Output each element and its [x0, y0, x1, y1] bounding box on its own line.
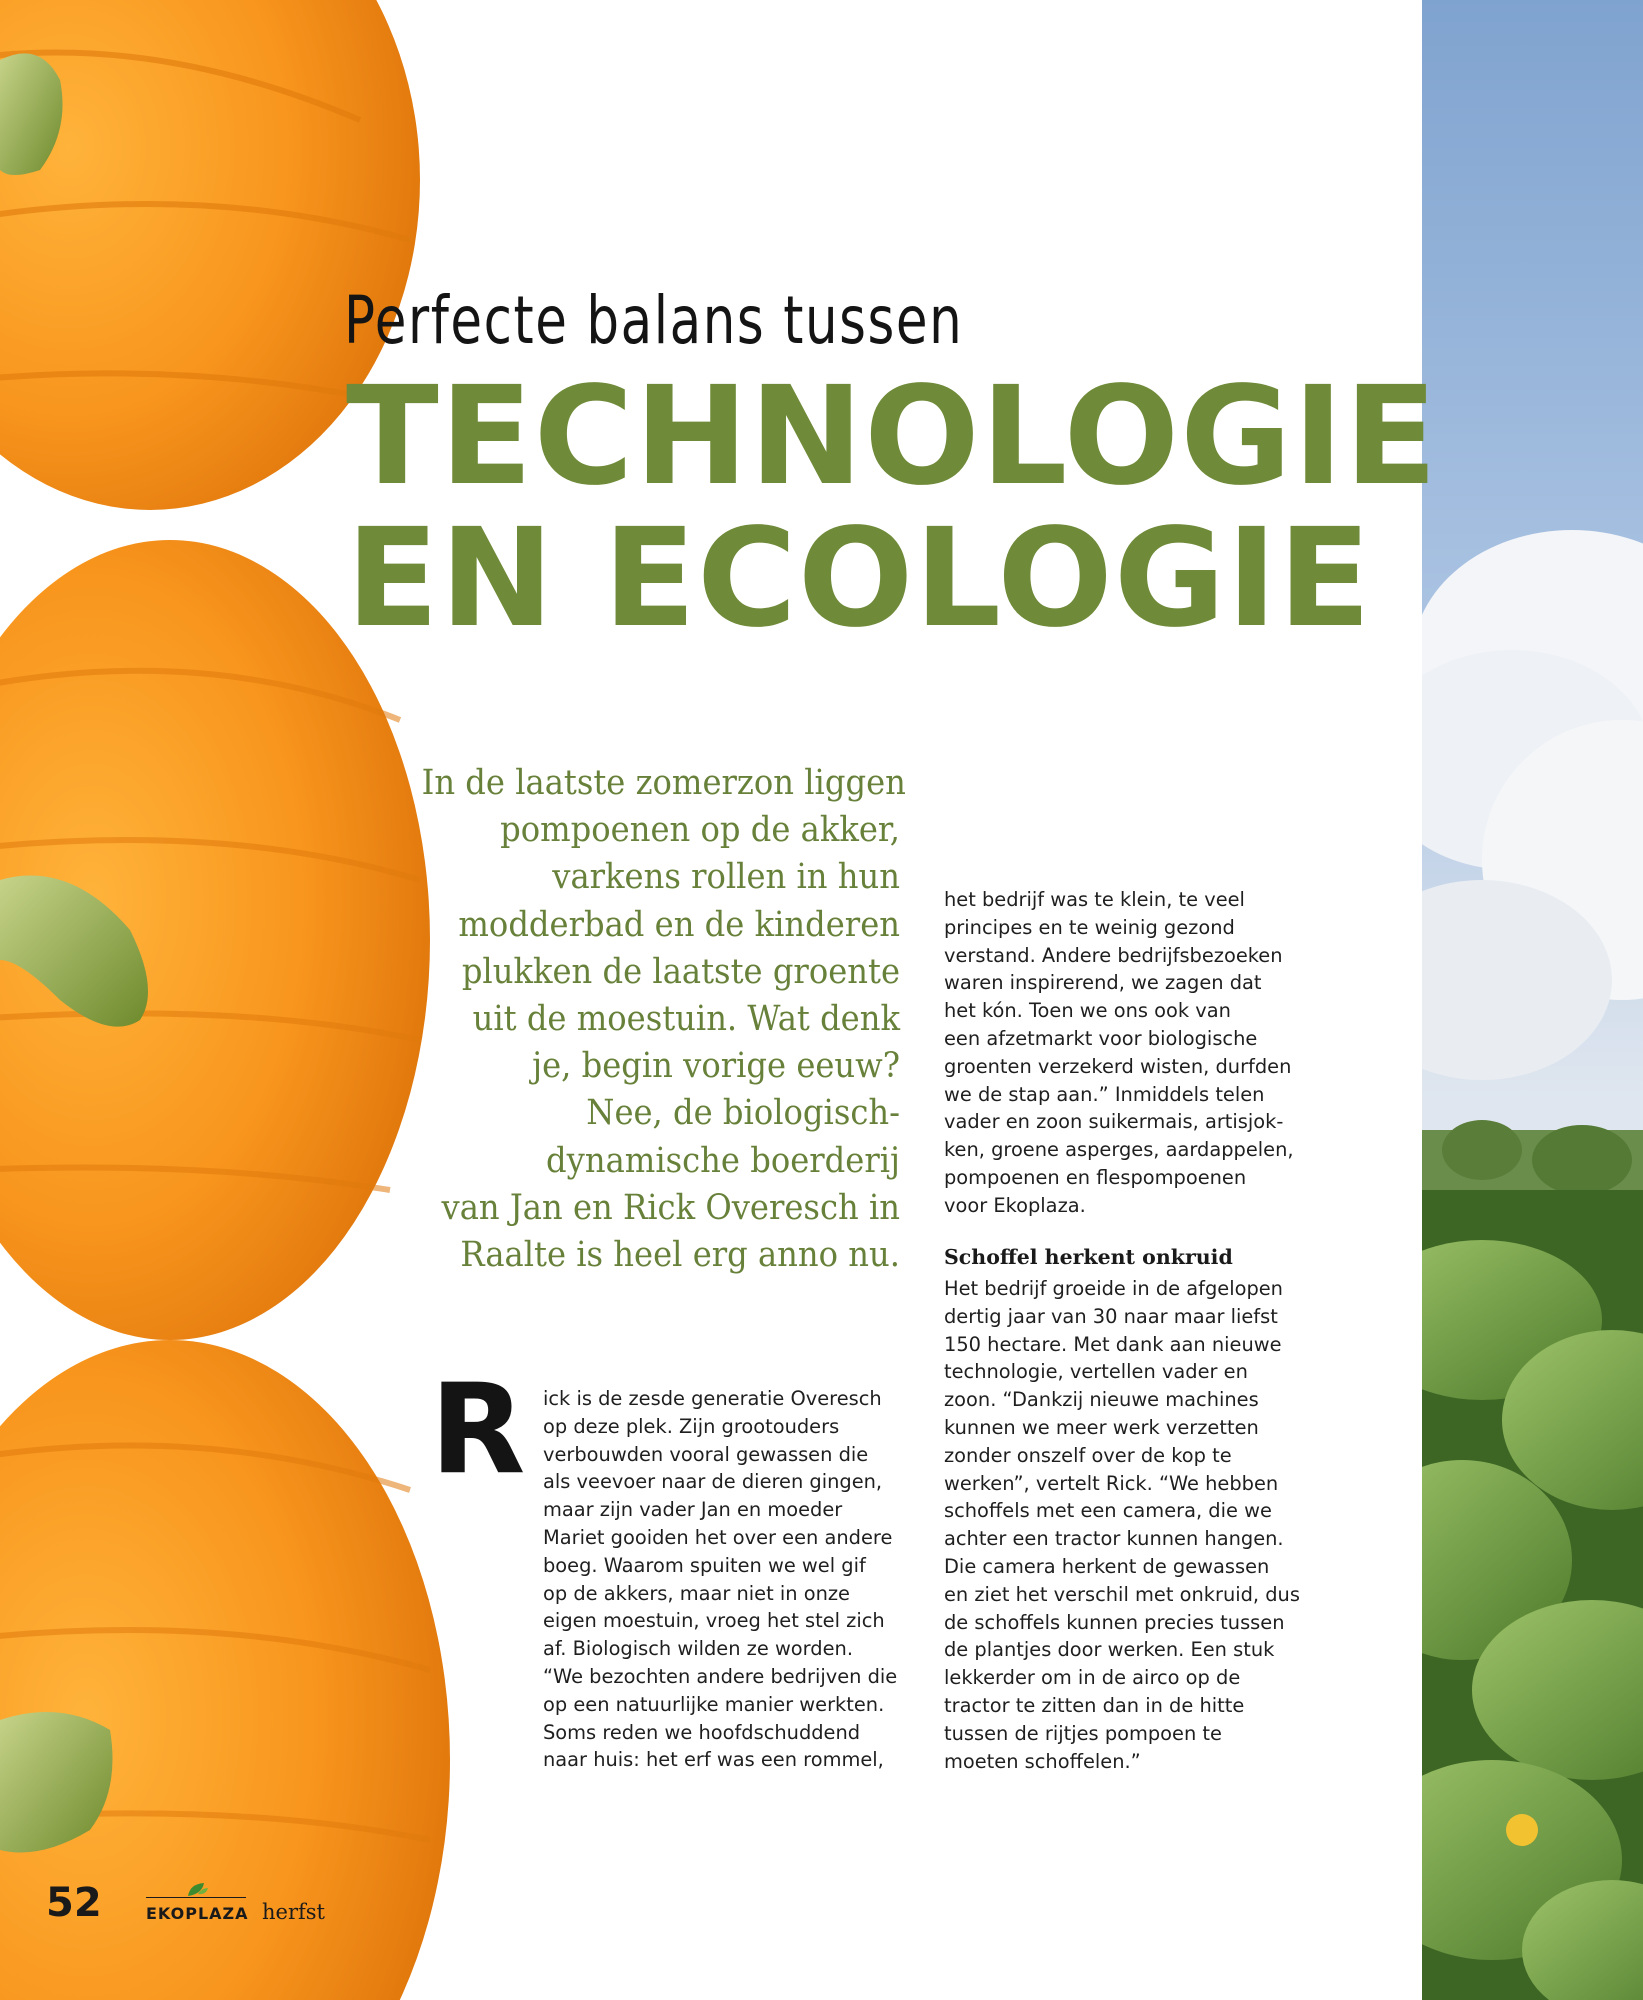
body-line: verbouwden vooral gewassen die	[543, 1442, 869, 1466]
body-line: maar zijn vader Jan en moeder	[543, 1498, 843, 1522]
body-line: een afzetmarkt voor biologische	[944, 1026, 1258, 1050]
season-label: herfst	[262, 1900, 325, 1924]
body-column-left	[543, 1385, 903, 1774]
brand-logo: EKOPLAZA	[146, 1904, 249, 1923]
body-line: ken, groene asperges, aardappelen,	[944, 1138, 1294, 1162]
body-line: de schoffels kunnen precies tussen	[944, 1610, 1285, 1634]
body-line: vader en zoon suikermais, artisjok-	[944, 1110, 1284, 1134]
body-line: ick is de zesde generatie Overesch	[543, 1387, 882, 1410]
body-line: voor Ekoplaza.	[944, 1193, 1086, 1217]
body-line: groenten verzekerd wisten, durfden	[944, 1054, 1292, 1078]
body-line: zoon. “Dankzij nieuwe machines	[944, 1388, 1259, 1412]
body-column-right-top	[944, 886, 1304, 1220]
body-line: naar huis: het erf was een rommel,	[543, 1748, 884, 1772]
body-line: technologie, vertellen vader en	[944, 1360, 1248, 1384]
lead-line: dynamische boerderij	[546, 1140, 900, 1181]
body-line: op de akkers, maar niet in onze	[543, 1581, 850, 1605]
body-line: het bedrijf was te klein, te veel	[944, 888, 1245, 911]
lead-line: In de laatste zomerzon liggen	[421, 763, 906, 803]
body-line: schoffels met een camera, die we	[944, 1499, 1272, 1523]
article-title	[346, 358, 1439, 658]
body-line: dertig jaar van 30 naar maar liefst	[944, 1304, 1278, 1328]
body-line: Die camera herkent de gewassen	[944, 1554, 1270, 1578]
brand-rule	[146, 1897, 246, 1898]
lead-line: Nee, de biologisch-	[586, 1093, 900, 1134]
lead-line: pompoenen op de akker,	[500, 810, 900, 851]
lead-line: uit de moestuin. Wat denk	[472, 999, 900, 1040]
body-line: af. Biologisch wilden ze worden.	[543, 1637, 853, 1661]
body-line: Mariet gooiden het over een andere	[543, 1525, 893, 1549]
body-line: als veevoer naar de dieren gingen,	[543, 1470, 883, 1494]
body-line: op een natuurlijke manier werkten.	[543, 1692, 885, 1716]
lead-line: van Jan en Rick Overesch in	[441, 1187, 900, 1228]
body-line: kunnen we meer werk verzetten	[944, 1415, 1259, 1439]
body-line: het kón. Toen we ons ook van	[944, 999, 1231, 1023]
lead-paragraph	[421, 760, 906, 1279]
subheading: Schoffel herkent onkruid	[944, 1245, 1233, 1269]
body-line: achter een tractor kunnen hangen.	[944, 1527, 1284, 1551]
body-line: we de stap aan.” Inmiddels telen	[944, 1082, 1265, 1106]
lead-line: je, begin vorige eeuw?	[532, 1046, 900, 1087]
body-line: de plantjes door werken. Een stuk	[944, 1638, 1275, 1662]
body-line: Soms reden we hoofdschuddend	[543, 1720, 861, 1744]
drop-cap: R	[430, 1358, 526, 1502]
body-line: principes en te weinig gezond	[944, 915, 1235, 939]
body-line: Het bedrijf groeide in de afgelopen	[944, 1277, 1283, 1300]
pumpkin-field-photo	[1422, 0, 1643, 2000]
article-kicker: Perfecte balans tussen	[344, 282, 964, 359]
body-line: pompoenen en flespompoenen	[944, 1165, 1247, 1189]
lead-line: plukken de laatste groente	[461, 951, 900, 992]
body-line: tractor te zitten dan in de hitte	[944, 1693, 1245, 1717]
body-line: verstand. Andere bedrijfsbezoeken	[944, 943, 1283, 967]
lead-line: modderbad en de kinderen	[458, 904, 900, 945]
body-line: 150 hectare. Met dank aan nieuwe	[944, 1332, 1282, 1356]
body-line: lekkerder om in de airco op de	[944, 1666, 1241, 1690]
body-line: op deze plek. Zijn grootouders	[543, 1414, 840, 1438]
body-line: tussen de rijtjes pompoen te	[944, 1721, 1222, 1745]
body-line: “We bezochten andere bedrijven die	[543, 1664, 898, 1688]
body-line: zonder onszelf over de kop te	[944, 1443, 1232, 1467]
pumpkin-middle	[0, 540, 430, 1340]
body-column-right-bottom	[944, 1275, 1304, 1775]
body-line: moeten schoffelen.”	[944, 1749, 1141, 1773]
body-line: en ziet het verschil met onkruid, dus	[944, 1582, 1300, 1606]
body-line: werken”, vertelt Rick. “We hebben	[944, 1471, 1279, 1495]
body-line: eigen moestuin, vroeg het stel zich	[543, 1609, 885, 1633]
lead-line: varkens rollen in hun	[552, 857, 900, 898]
body-line: boeg. Waarom spuiten we wel gif	[543, 1553, 866, 1577]
lead-line: Raalte is heel erg anno nu.	[460, 1235, 900, 1276]
page-number: 52	[46, 1880, 102, 1926]
leaf-icon	[186, 1882, 210, 1903]
title-line-2: EN ECOLOGIE	[346, 500, 1372, 658]
body-line: waren inspirerend, we zagen dat	[944, 971, 1262, 995]
title-line-1: TECHNOLOGIE	[346, 358, 1439, 516]
